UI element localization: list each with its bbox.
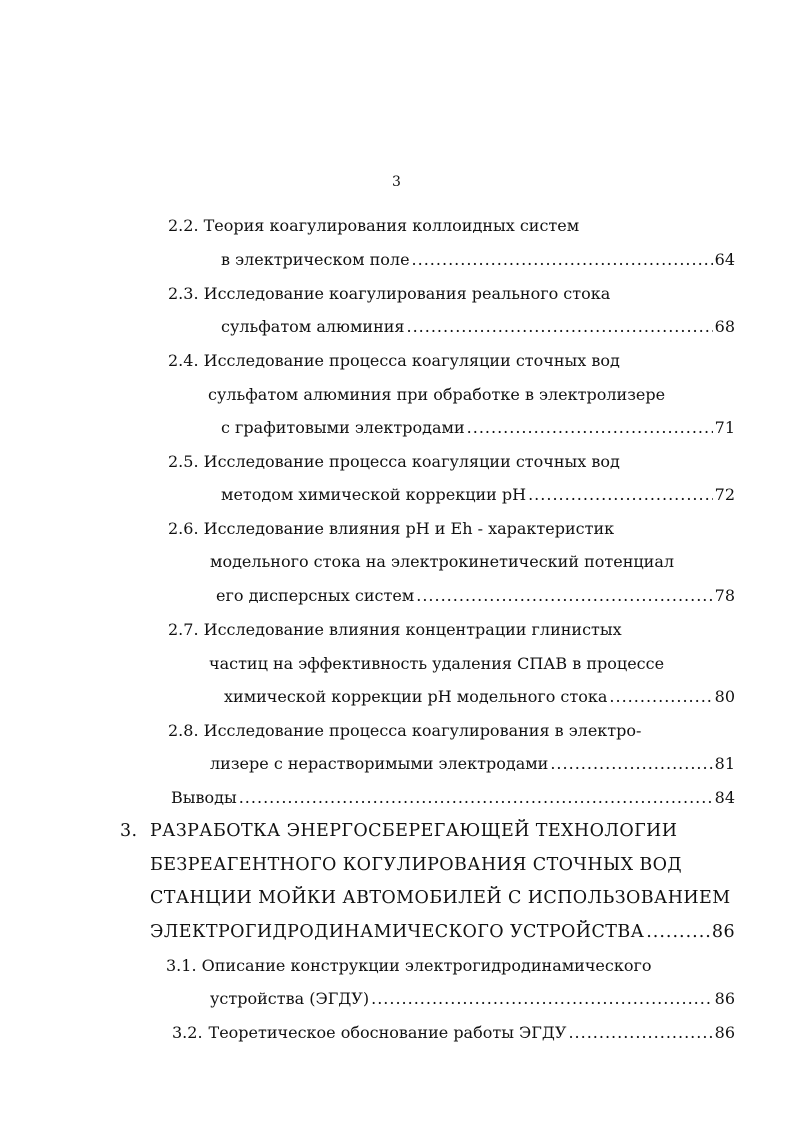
dot-leader <box>412 249 713 271</box>
entry-title: химической коррекции pH модельного стока <box>224 687 608 706</box>
toc-entry-3-1-line-2 <box>210 988 735 1010</box>
toc-entry-2-3-line-1 <box>168 283 610 305</box>
toc-entry-2-7-line-3 <box>224 686 735 708</box>
entry-title: его дисперсных систем <box>216 586 415 605</box>
entry-title: сульфатом алюминия <box>221 317 405 336</box>
page-ref: 86 <box>714 989 735 1008</box>
entry-title: модельного стока на электрокинетический потенциал <box>210 552 675 571</box>
page-ref: 86 <box>711 922 735 942</box>
chapter-title: СТАНЦИИ МОЙКИ АВТОМОБИЛЕЙ С ИСПОЛЬЗОВАНИЕМ <box>150 888 731 908</box>
dot-leader <box>646 921 710 943</box>
entry-title: лизере с нерастворимыми электродами <box>210 754 549 773</box>
toc-entry-2-6-line-3 <box>216 585 735 607</box>
page-ref: 84 <box>714 788 735 807</box>
toc-entry-3-1-line-1 <box>166 955 652 977</box>
toc-entry-2-5-line-2 <box>221 484 735 506</box>
section-number: 2.6. <box>168 519 199 538</box>
toc-entry-2-2-line-1 <box>168 215 579 237</box>
entry-title: Исследование процесса коагуляции сточных вод <box>203 452 620 471</box>
entry-title: Исследование процесса коагуляции сточных вод <box>203 351 620 370</box>
toc-entry-2-6-line-2 <box>210 551 674 573</box>
entry-title: сульфатом алюминия при обработке в электролизере <box>208 385 666 404</box>
entry-title: с графитовыми электродами <box>221 418 465 437</box>
section-number: 2.2. <box>168 216 199 235</box>
dot-leader <box>528 484 713 506</box>
toc-entry-2-4-line-1 <box>168 350 620 372</box>
toc-entry-2-5-line-1 <box>168 451 620 473</box>
toc-entry-conclusions <box>171 787 735 809</box>
page-ref: 80 <box>714 687 735 706</box>
toc-entry-3-2 <box>172 1022 735 1044</box>
entry-title: методом химической коррекции pH <box>221 485 527 504</box>
page-ref: 68 <box>714 317 735 336</box>
toc-chapter-3-line-2 <box>150 854 682 876</box>
section-number: 2.5. <box>168 452 199 471</box>
page-number: 3 <box>392 174 401 190</box>
section-number: 2.4. <box>168 351 199 370</box>
section-number: 3.1. <box>166 956 197 975</box>
entry-title: Описание конструкции электрогидродинамического <box>201 956 652 975</box>
dot-leader <box>550 753 712 775</box>
page-ref: 64 <box>714 250 735 269</box>
chapter-title: РАЗРАБОТКА ЭНЕРГОСБЕРЕГАЮЩЕЙ ТЕХНОЛОГИИ <box>150 821 678 841</box>
toc-entry-2-7-line-1 <box>168 619 622 641</box>
entry-title: Теоретическое обоснование работы ЭГДУ <box>208 1023 567 1042</box>
toc-entry-2-8-line-1 <box>168 720 641 742</box>
page-ref: 72 <box>714 485 735 504</box>
entry-title: Исследование влияния pH и Eh - характеристик <box>203 519 615 538</box>
toc-chapter-3-line-4 <box>150 921 735 943</box>
dot-leader <box>568 1022 712 1044</box>
chapter-title: БЕЗРЕАГЕНТНОГО КОГУЛИРОВАНИЯ СТОЧНЫХ ВОД <box>150 855 683 875</box>
page-ref: 71 <box>714 418 735 437</box>
page-ref: 78 <box>714 586 735 605</box>
section-number: 2.3. <box>168 284 199 303</box>
chapter-number: 3. <box>120 821 138 841</box>
toc-entry-2-6-line-1 <box>168 518 614 540</box>
section-number: 2.7. <box>168 620 199 639</box>
page-ref: 81 <box>714 754 735 773</box>
dot-leader <box>239 787 713 809</box>
toc-entry-2-4-line-3 <box>221 417 735 439</box>
toc-chapter-3-line-1 <box>120 820 678 842</box>
toc-entry-2-7-line-2 <box>209 653 664 675</box>
dot-leader <box>416 585 712 607</box>
entry-title: Исследование коагулирования реального стока <box>203 284 611 303</box>
entry-title: Исследование влияния концентрации глинистых <box>203 620 622 639</box>
toc-entry-2-3-line-2 <box>221 316 735 338</box>
dot-leader <box>609 686 712 708</box>
toc-entry-2-2-line-2 <box>221 249 735 271</box>
page-ref: 86 <box>714 1023 735 1042</box>
toc-entry-2-4-line-2 <box>208 384 665 406</box>
entry-title: в электрическом поле <box>221 250 410 269</box>
dot-leader <box>407 316 713 338</box>
entry-title: устройства (ЭГДУ) <box>210 989 370 1008</box>
section-number: 3.2. <box>172 1023 203 1042</box>
dot-leader <box>467 417 713 439</box>
toc-entry-2-8-line-2 <box>210 753 735 775</box>
entry-title: Выводы <box>171 788 237 807</box>
entry-title: Исследование процесса коагулирования в электро- <box>203 721 642 740</box>
entry-title: частиц на эффективность удаления СПАВ в процессе <box>209 654 665 673</box>
chapter-title: ЭЛЕКТРОГИДРОДИНАМИЧЕСКОГО УСТРОЙСТВА <box>150 922 645 942</box>
toc-chapter-3-line-3 <box>150 887 731 909</box>
dot-leader <box>371 988 713 1010</box>
entry-title: Теория коагулирования коллоидных систем <box>203 216 580 235</box>
section-number: 2.8. <box>168 721 199 740</box>
